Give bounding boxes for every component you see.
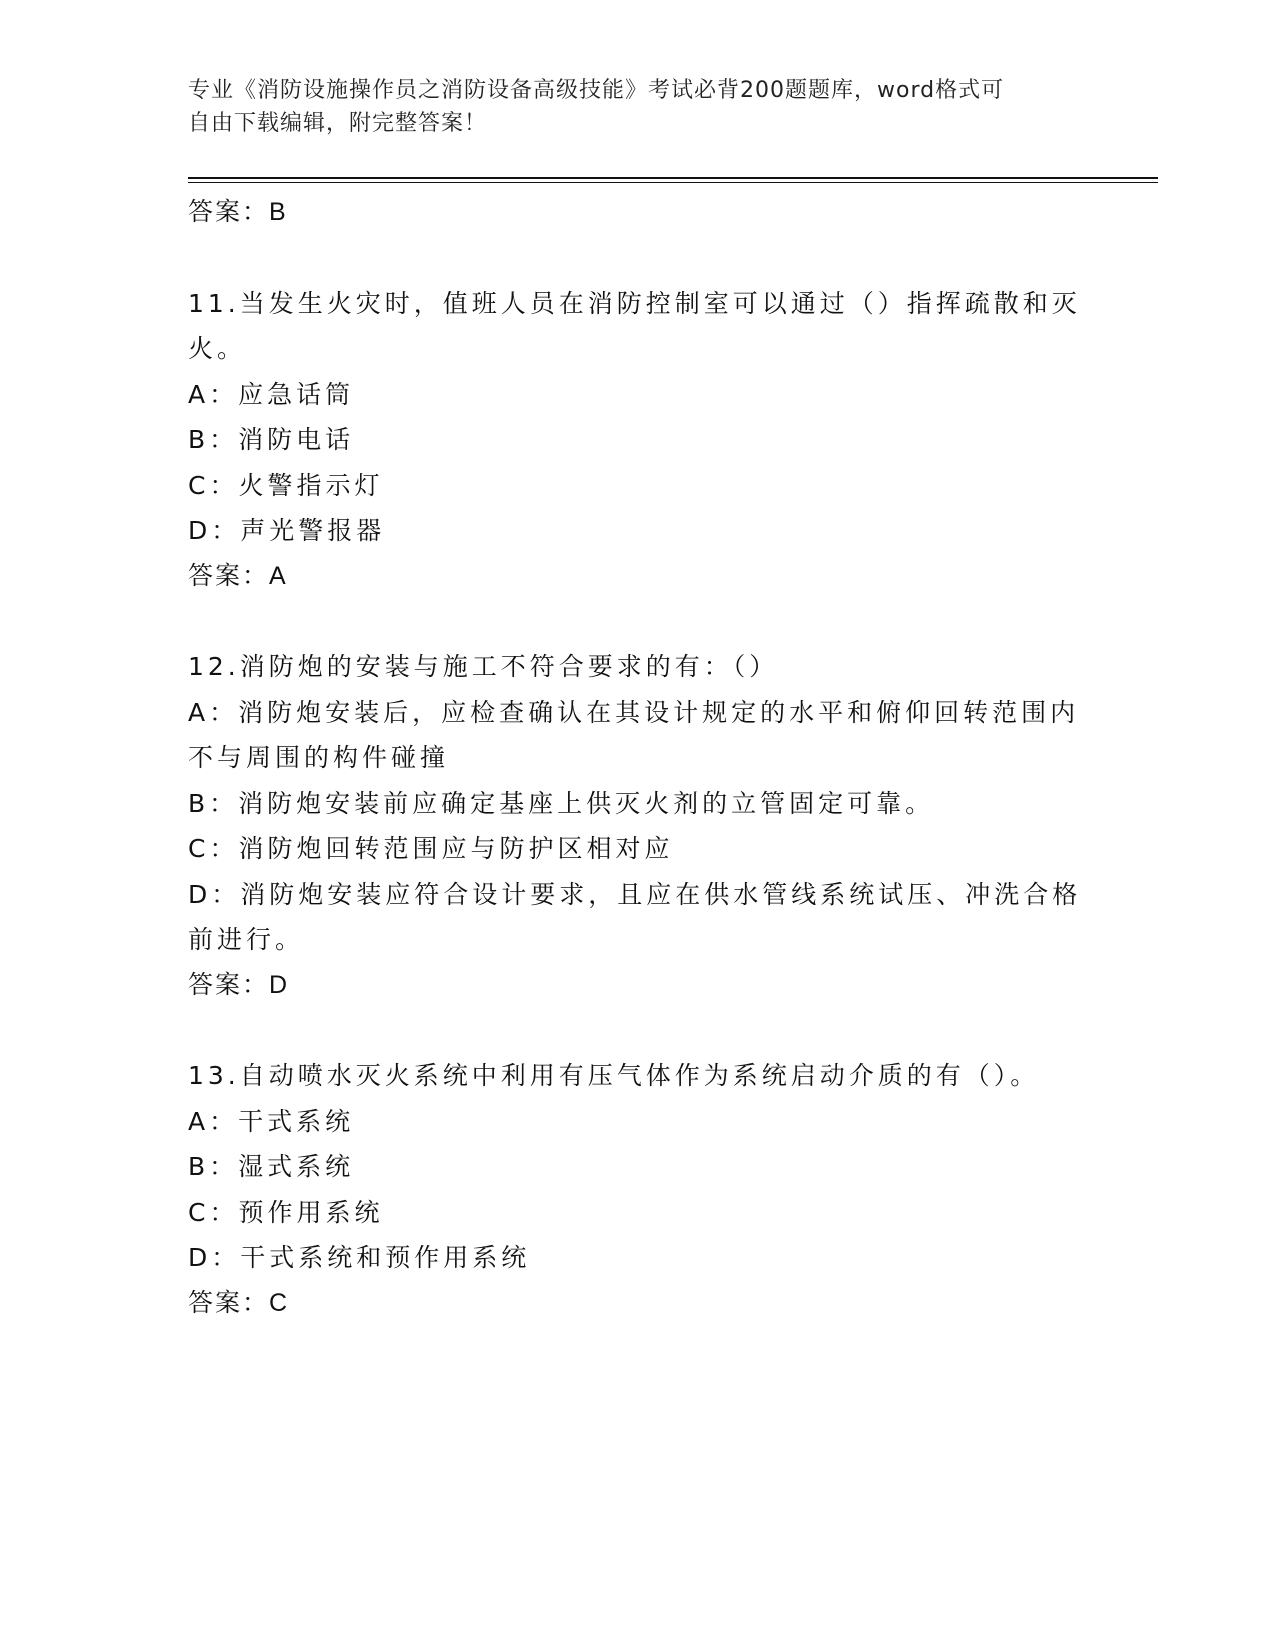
option-c: C：预作用系统 [188, 1197, 384, 1227]
question-stem-continued: 火。 [188, 334, 247, 363]
answer: 答案：D [188, 970, 290, 999]
document-body [188, 190, 1082, 1326]
header-line-1: 专业《消防设施操作员之消防设备高级技能》考试必背200题题库，word格式可 [188, 78, 1005, 103]
answer: 答案：A [188, 561, 288, 590]
option-a: A：应急话筒 [188, 379, 355, 409]
option-d: D：声光警报器 [188, 516, 386, 545]
previous-answer: 答案：B [188, 198, 288, 226]
option-d: D：干式系统和预作用系统 [188, 1243, 531, 1272]
option-d-continued: 前进行。 [188, 925, 305, 954]
option-b: B：消防炮安装前应确定基座上供灭火剂的立管固定可靠。 [188, 788, 935, 818]
question-stem: 11.当发生火灾时，值班人员在消防控制室可以通过（）指挥疏散和灭 [188, 288, 1081, 318]
header-rule-thin [188, 182, 1158, 183]
option-d: D：消防炮安装应符合设计要求，且应在供水管线系统试压、冲洗合格 [188, 879, 1082, 909]
question-stem: 13.自动喷水灭火系统中利用有压气体作为系统启动介质的有（）。 [188, 1061, 1040, 1090]
question-12 [188, 644, 1082, 1008]
question-11 [188, 281, 1081, 600]
option-b: B：消防电话 [188, 425, 355, 454]
option-a: A：干式系统 [188, 1106, 355, 1136]
page-header [188, 74, 1068, 140]
header-line-2: 自由下载编辑，附完整答案！ [188, 111, 488, 136]
option-b: B：湿式系统 [188, 1152, 355, 1181]
answer: 答案：C [188, 1288, 290, 1317]
header-rule-thick [188, 177, 1158, 179]
option-c: C：火警指示灯 [188, 470, 384, 500]
option-a-continued: 不与周围的构件碰撞 [188, 743, 450, 772]
question-stem: 12.消防炮的安装与施工不符合要求的有：（） [188, 652, 779, 681]
question-13 [188, 1053, 1078, 1326]
option-c: C：消防炮回转范围应与防护区相对应 [188, 834, 674, 863]
option-a: A：消防炮安装后，应检查确认在其设计规定的水平和俯仰回转范围内 [188, 697, 1080, 727]
